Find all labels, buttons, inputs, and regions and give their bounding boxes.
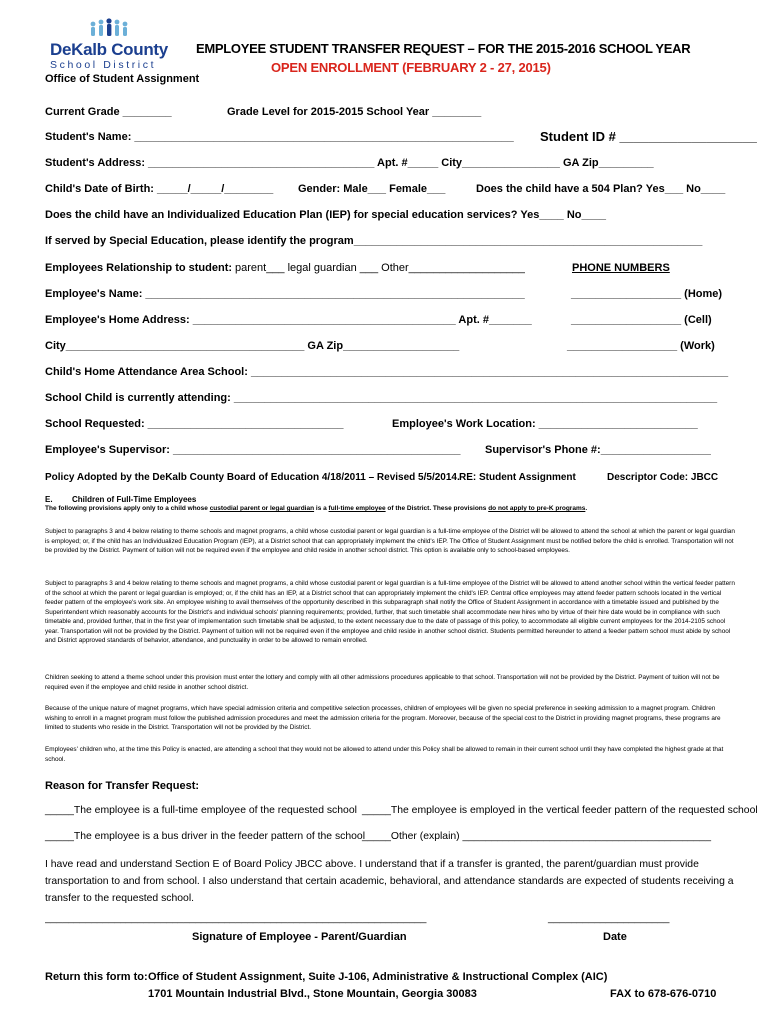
policy-re: RE: Student Assignment (459, 472, 576, 483)
current-grade-field[interactable]: Current Grade ________ (45, 106, 172, 118)
return-label: Return this form to: (45, 971, 148, 983)
plan-504-field[interactable]: Does the child have a 504 Plan? Yes___ No____ (476, 183, 726, 195)
work-phone-field[interactable]: __________________ (Work) (567, 340, 715, 352)
reason-heading: Reason for Transfer Request: (45, 780, 200, 792)
return-address-line-2: 1701 Mountain Industrial Blvd., Stone Mountain, Georgia 30083 (148, 988, 477, 1000)
attendance-area-field[interactable]: Child's Home Attendance Area School: ______________________________________________________________________________ (45, 366, 729, 378)
logo-name: DeKalb County (50, 40, 168, 59)
city-zip-field[interactable]: City_______________________________________ GA Zip___________________ (45, 340, 460, 352)
policy-paragraph-1: Subject to paragraphs 3 and 4 below relating to theme schools and magnet programs, a child whose custodial parent or legal guardian is a full-time employee of the District will be allowed to attend the school at which the parent or legal guardian is employed; or, if the child has an Individualized Education Program (IEP), at a District school that can appropriately implement the child's IEP. The Office of Student Assignment must be notified before the child is enrolled. Transportation will not be provided by the District. Payment of tuition will not be required even if the employee and child reside in another school district. This option is available only to school-based employees. (45, 528, 735, 554)
supervisor-phone-field[interactable]: Supervisor's Phone #:__________________ (485, 444, 711, 456)
employee-name-field[interactable]: Employee's Name: ______________________________________________________________ (45, 288, 525, 300)
phone-numbers-heading: PHONE NUMBERS (572, 262, 670, 274)
student-name-field[interactable]: Student's Name: ______________________________________________________________ (45, 131, 514, 143)
reason-other[interactable]: _____Other (explain) ___________________________________________ (362, 831, 711, 842)
signature-label: Signature of Employee - Parent/Guardian (192, 931, 407, 943)
current-school-field[interactable]: School Child is currently attending: _______________________________________________________________________________ (45, 392, 718, 404)
policy-paragraph-5: Employees' children who, at the time this Policy is enacted, are attending a school that they would not be allowed to attend under this Policy shall be allowed to remain in their current school until they have completed the highest grade at that school. (45, 746, 724, 763)
cell-phone-field[interactable]: __________________ (Cell) (571, 314, 712, 326)
logo-subtitle: School District (50, 59, 157, 71)
fax-number: FAX to 678-676-0710 (610, 988, 717, 1000)
reason-full-time[interactable]: _____The employee is a full-time employee of the requested school (45, 805, 357, 816)
signature-line[interactable]: __________________________________________________________________ (45, 913, 427, 924)
home-phone-field[interactable]: __________________ (Home) (571, 288, 723, 300)
section-title: Children of Full-Time Employees (72, 495, 197, 504)
relationship-label: Employees Relationship to student: (45, 262, 233, 274)
page-title: EMPLOYEE STUDENT TRANSFER REQUEST – FOR THE 2015-2016 SCHOOL YEAR (196, 41, 691, 56)
date-label: Date (603, 931, 627, 943)
iep-field[interactable]: Does the child have an Individualized Education Plan (IEP) for special education services? Yes____ No____ (45, 209, 606, 221)
student-id-field[interactable]: Student ID # ___________________ (540, 129, 757, 144)
relationship-options[interactable]: parent___ legal guardian ___ Other___________________ (235, 262, 525, 274)
reason-feeder-pattern[interactable]: _____The employee is employed in the vertical feeder pattern of the requested school (362, 805, 758, 816)
gender-field[interactable]: Gender: Male___ Female___ (298, 183, 446, 195)
policy-paragraph-2: Subject to paragraphs 3 and 4 below relating to theme schools and magnet programs, a child whose custodial parent or legal guardian is a full-time employee of the District will be allowed to attend another school within the vertical feeder pattern of the school at which the parent or legal guardian is employed; or, if the child has an IEP, at a District school that can appropriately implement the child's IEP. Central office employees may attend feeder pattern schools located in the vertical feeder pattern of the employee's work site. An employee wishing to avail themselves of the opportunity described in this subparagraph shall notify the Office of Student Assignment in accordance with a timetable issued and published by the Superintendent which reasonably accounts for the District's and individual schools' planning requirements; provided, further, that such timetable shall accommodate new hires who by virtue of their hire date would be in compliance with such timetable and, provided further, that in the first year of implementation such timetable shall be adjusted, to the extent necessary due to the date of passage of this policy, to accommodate all eligible current employees for the 2014-2105 school year. Transportation will not be provided by the District. Payment of tuition will not be required even if the employee and child reside in another school district. Students permitted hereunder to attend a feeder pattern school must abide by school and District approved standards of behavior, attendance, and punctuality in order to be allowed to remain enrolled. (45, 580, 735, 644)
provisions-note: The following provisions apply only to a child whose custodial parent or legal guardian is a full-time employee of the District. These provisions do not apply to pre-K programs. (45, 505, 588, 512)
return-address-line-1: Office of Student Assignment, Suite J-106, Administrative & Instructional Complex (AIC) (148, 971, 608, 983)
acknowledgement: I have read and understand Section E of Board Policy JBCC above. I understand that if a transfer is granted, the parent/guardian must provide transportation to and from school. I also understand that certain academic, behavioral, and attendance standards are expected of students receiving a transfer to the requested school. (45, 859, 734, 904)
sped-program-field[interactable]: If served by Special Education, please identify the program_________________________________________________________ (45, 235, 703, 247)
student-address-field[interactable]: Student's Address: _____________________________________ Apt. #_____ City________________ GA Zip_________ (45, 157, 654, 169)
dob-field[interactable]: Child's Date of Birth: _____/_____/________ (45, 183, 274, 195)
work-location-field[interactable]: Employee's Work Location: __________________________ (392, 418, 698, 430)
date-line[interactable]: _____________________ (548, 913, 670, 924)
school-requested-field[interactable]: School Requested: ________________________________ (45, 418, 344, 430)
section-letter: E. (45, 495, 53, 504)
policy-descriptor: Descriptor Code: JBCC (607, 472, 719, 483)
office-name: Office of Student Assignment (45, 73, 200, 85)
supervisor-field[interactable]: Employee's Supervisor: _______________________________________________ (45, 444, 461, 456)
policy-paragraph-3: Children seeking to attend a theme school under this provision must enter the lottery and comply with all other admissions procedures applicable to that school. Transportation will not be provided by the District. Payment of tuition will not be required even if the employee and child reside in another school district. (45, 674, 720, 691)
policy-adopted: Policy Adopted by the DeKalb County Board of Education 4/18/2011 – Revised 5/5/2014. (45, 472, 460, 483)
enrollment-period: OPEN ENROLLMENT (FEBRUARY 2 - 27, 2015) (271, 60, 551, 75)
district-logo-figures (88, 18, 130, 40)
reason-bus-driver[interactable]: _____The employee is a bus driver in the feeder pattern of the school (45, 831, 365, 842)
employee-address-field[interactable]: Employee's Home Address: ___________________________________________ Apt. #_______ (45, 314, 532, 326)
grade-level-field[interactable]: Grade Level for 2015-2015 School Year ________ (227, 106, 482, 118)
policy-paragraph-4: Because of the unique nature of magnet programs, which have special admission criteria and competitive selection processes, children of employees will be given no special preference in seeking admission to a magnet program. Children wishing to enroll in a magnet program must follow the published admission procedures and meet the admission criteria for the program. Moreover, because of the special cost to the District in providing magnet programs, these programs are limited to students who reside in the District. Transportation will not be provided by the District. (45, 705, 721, 731)
